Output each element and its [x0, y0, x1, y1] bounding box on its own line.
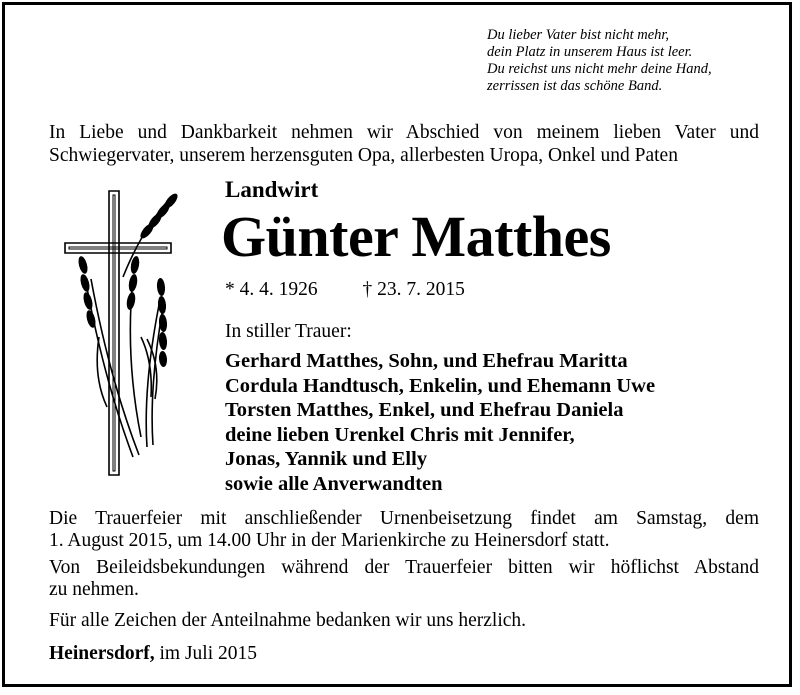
deceased-name: Günter Matthes: [221, 204, 611, 269]
intro-text: [49, 121, 759, 167]
poem-line: zerrissen ist das schöne Band.: [487, 78, 663, 94]
intro-line: In Liebe und Dankbarkeit nehmen wir Abschied von meinem lieben Vater und: [49, 122, 759, 143]
condolence-note: [49, 557, 759, 601]
obituary-notice: [2, 2, 792, 687]
mourner-line: Jonas, Yannik und Elly: [225, 448, 428, 470]
poem-line: Du reichst uns nicht mehr deine Hand,: [487, 61, 712, 77]
poem-line: dein Platz in unserem Haus ist leer.: [487, 44, 693, 60]
mourning-label: In stiller Trauer:: [225, 321, 352, 342]
funeral-line: 1. August 2015, um 14.00 Uhr in der Marienkirche zu Heinersdorf statt.: [49, 530, 610, 551]
signoff: [49, 643, 257, 665]
mourner-line: Cordula Handtusch, Enkelin, und Ehemann Uwe: [225, 374, 656, 397]
condolence-line: zu nehmen.: [49, 579, 139, 600]
birth-date: * 4. 4. 1926: [225, 279, 318, 300]
mourners-list: [225, 349, 655, 496]
poem-line: Du lieber Vater bist nicht mehr,: [487, 27, 670, 43]
condolence-line: Von Beileidsbekundungen während der Trauerfeier bitten wir höflichst Abstand: [49, 557, 759, 578]
cross-with-wheat-icon: [63, 187, 193, 487]
life-dates: [225, 279, 465, 301]
signoff-place: Heinersdorf,: [49, 643, 155, 664]
funeral-info: [49, 508, 759, 552]
occupation: Landwirt: [225, 177, 319, 202]
signoff-date: im Juli 2015: [159, 643, 257, 664]
thanks-line: Für alle Zeichen der Anteilnahme bedanken wir uns herzlich.: [49, 610, 527, 631]
mourner-line: Gerhard Matthes, Sohn, und Ehefrau Maritta: [225, 350, 628, 372]
funeral-line: Die Trauerfeier mit anschließender Urnenbeisetzung findet am Samstag, dem: [49, 508, 759, 529]
death-date: † 23. 7. 2015: [362, 279, 465, 300]
memorial-poem: [487, 27, 787, 95]
mourner-line: deine lieben Urenkel Chris mit Jennifer,: [225, 423, 575, 446]
mourner-line: sowie alle Anverwandten: [225, 472, 443, 495]
intro-line: Schwiegervater, unserem herzensguten Opa, allerbesten Uropa, Onkel und Paten: [49, 145, 678, 166]
mourner-line: Torsten Matthes, Enkel, und Ehefrau Daniela: [225, 399, 624, 421]
